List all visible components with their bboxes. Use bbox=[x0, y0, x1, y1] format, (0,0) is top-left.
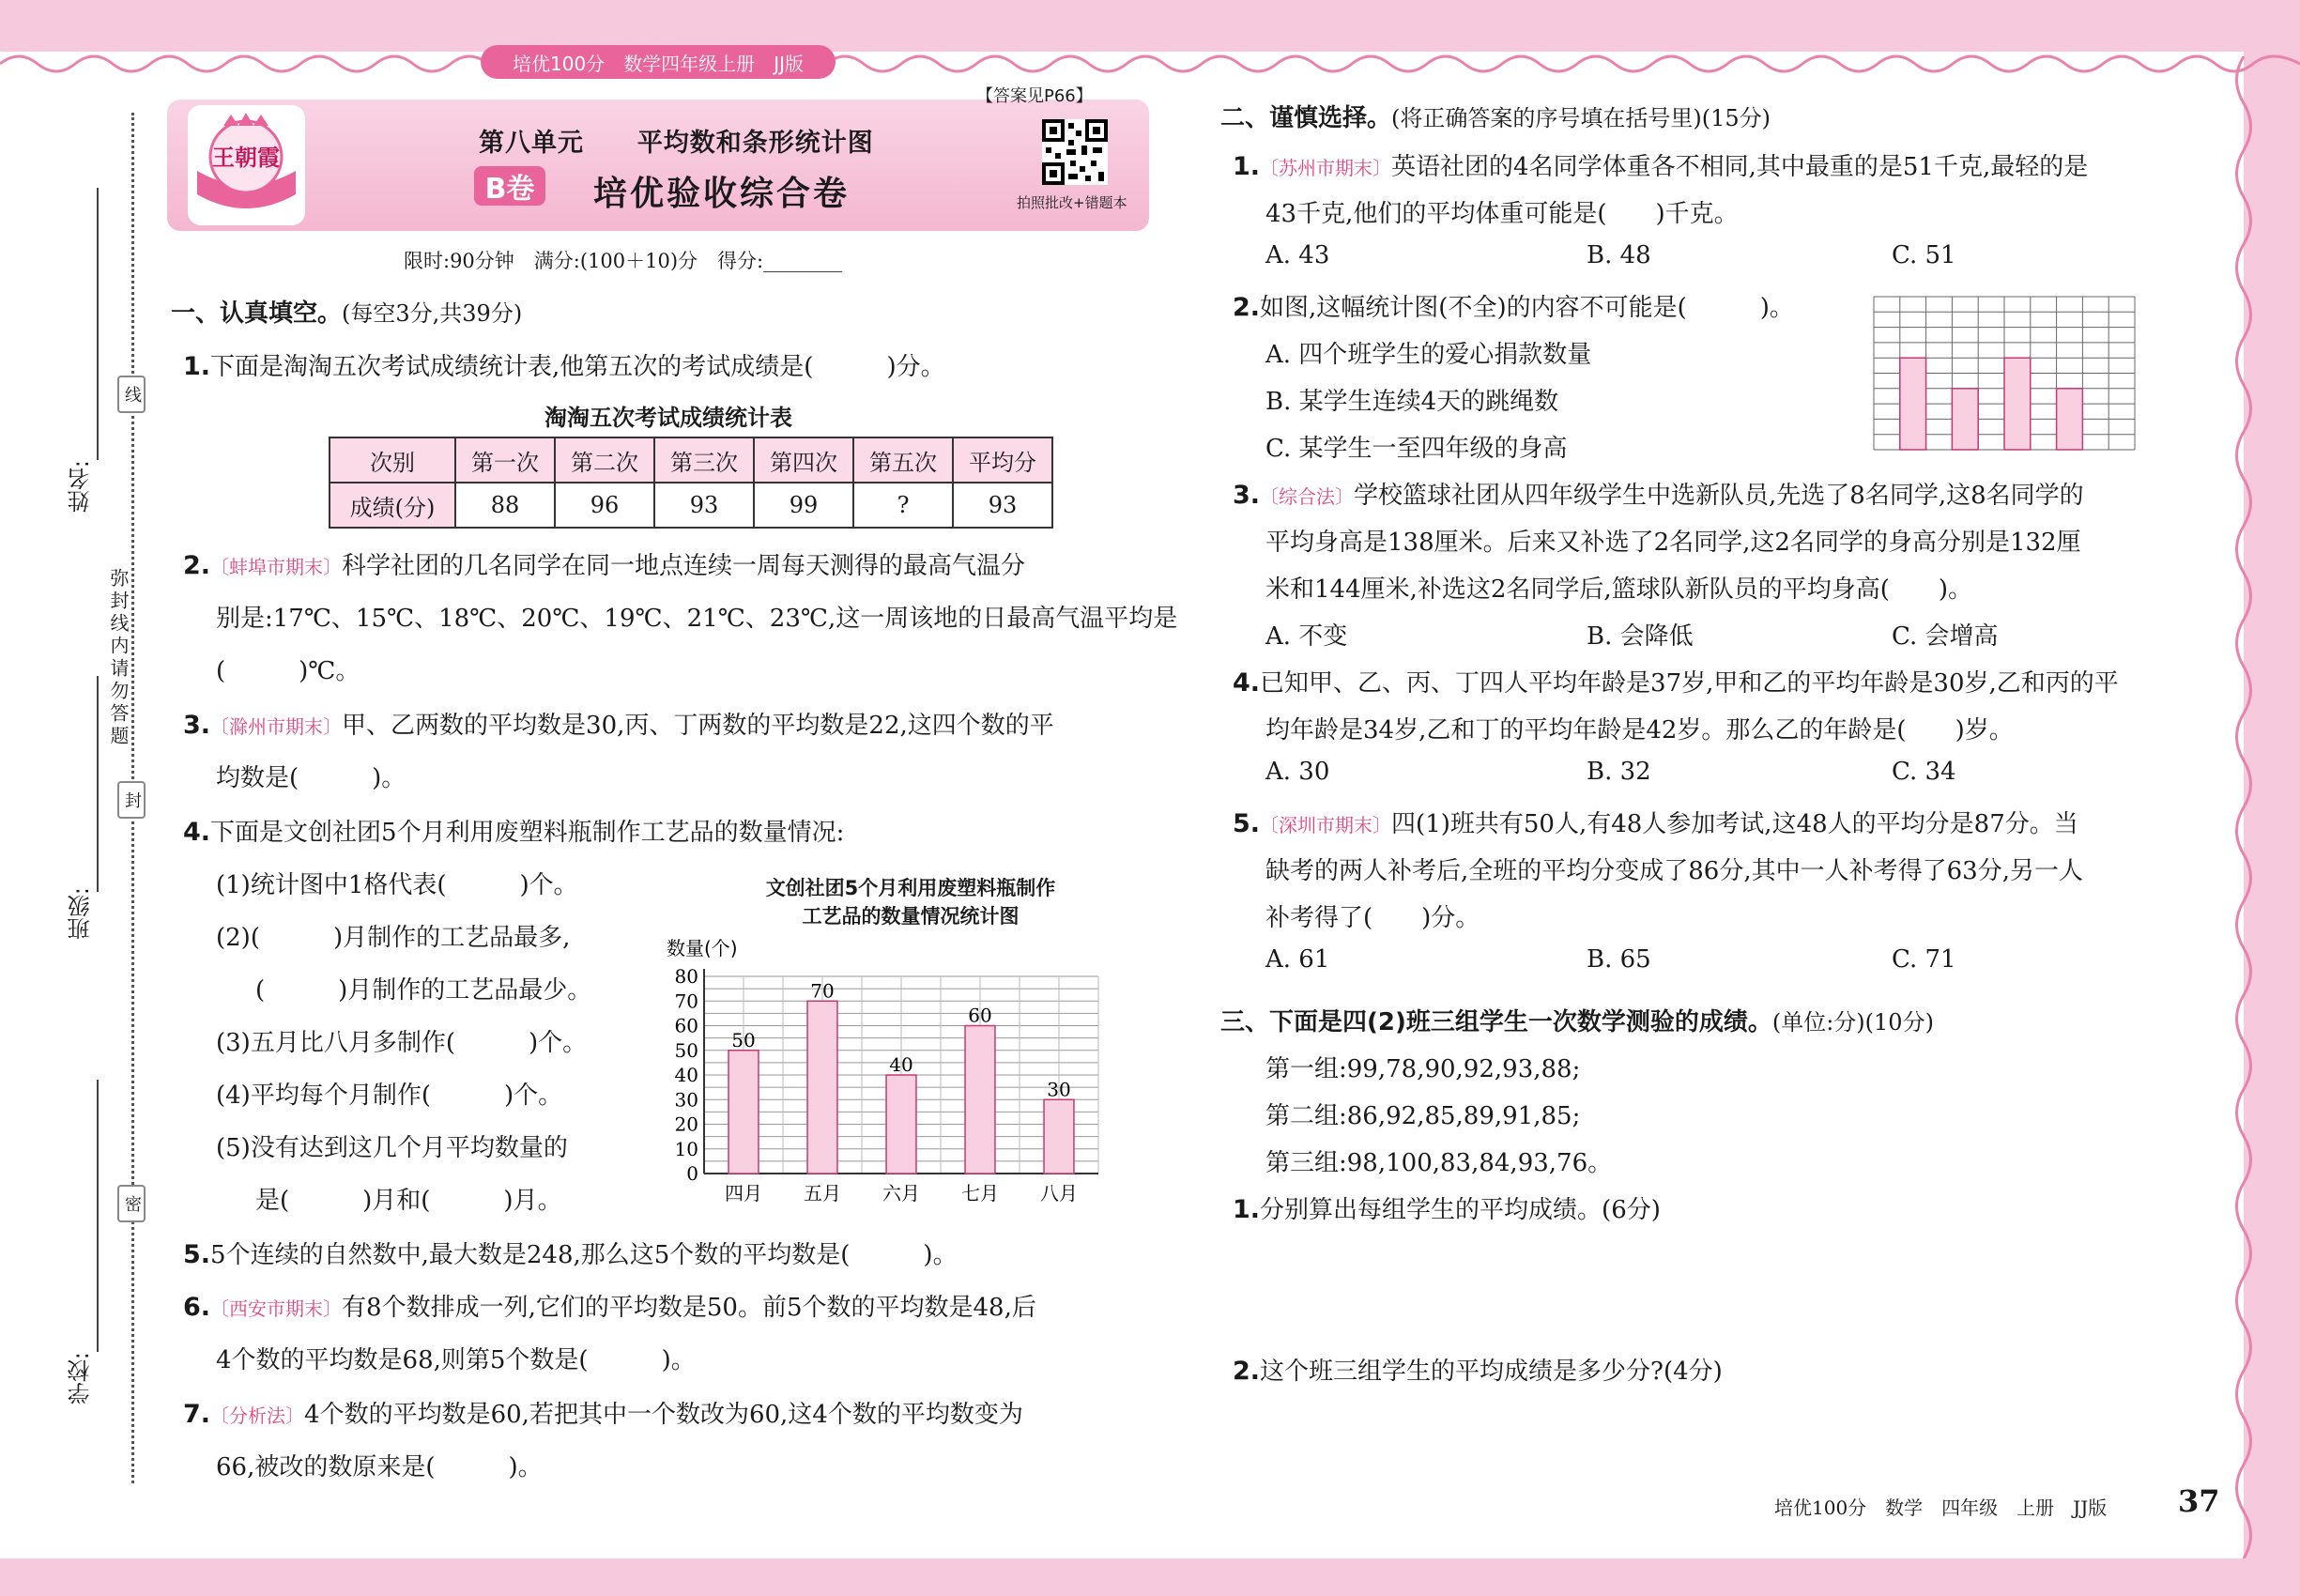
s1-q6-number: 6. bbox=[183, 1293, 211, 1322]
chart-y-tick-label: 60 bbox=[674, 1014, 698, 1037]
exam-title: 培优验收综合卷 bbox=[593, 175, 851, 213]
chart-y-tick-label: 80 bbox=[674, 965, 698, 988]
section1-title bbox=[171, 294, 522, 329]
s1-q4-sub2b: ( )月制作的工艺品最少。 bbox=[255, 976, 592, 1005]
s2-q1-text: 英语社团的4名同学体重各不相同,其中最重的是51千克,最轻的是 bbox=[1391, 153, 2089, 181]
s1-q5-text: 5个连续的自然数中,最大数是248,那么这5个数的平均数是( )。 bbox=[210, 1241, 958, 1269]
chart-y-tick-label: 50 bbox=[674, 1038, 698, 1062]
chart-y-tick-label: 20 bbox=[674, 1113, 698, 1136]
s2-q1-tag: 〔苏州市期末〕 bbox=[1260, 157, 1392, 179]
chart-y-tick-label: 10 bbox=[674, 1137, 698, 1160]
s2-q3-tag: 〔综合法〕 bbox=[1260, 485, 1355, 508]
s1-q6-tag: 〔西安市期末〕 bbox=[210, 1297, 343, 1320]
s2-q4-text: 已知甲、乙、丙、丁四人平均年龄是37岁,甲和乙的平均年龄是30岁,乙和丙的平 bbox=[1260, 669, 2119, 698]
s1-q1-text: 下面是淘淘五次考试成绩统计表,他第五次的考试成绩是( )分。 bbox=[210, 353, 945, 381]
section2-title bbox=[1220, 99, 1771, 133]
s1-q3-number: 3. bbox=[183, 711, 211, 740]
s2-q3-option-b: B. 会降低 bbox=[1587, 622, 1694, 651]
s2-q3-line3: 米和144厘米,补选这2名同学后,篮球队新队员的平均身高( )。 bbox=[1265, 575, 1972, 604]
section2-heading: 二、谨慎选择。 bbox=[1220, 104, 1392, 132]
seal-mark-line: 线 bbox=[117, 376, 146, 413]
top-wave-border bbox=[0, 38, 2300, 75]
s1-q3-line2: 均数是( )。 bbox=[216, 764, 406, 792]
chart-y-axis-label: 数量(个) bbox=[667, 937, 738, 959]
s1-q2-line2: 别是:17℃、15℃、18℃、20℃、19℃、21℃、23℃,这一周该地的日最高气温平均是 bbox=[216, 605, 1178, 633]
chart-y-tick-label: 40 bbox=[674, 1064, 698, 1086]
chart-data-label: 30 bbox=[1047, 1078, 1071, 1101]
s2-q5-text: 四(1)班共有50人,有48人参加考试,这48人的平均分是87分。当 bbox=[1391, 810, 2078, 838]
right-wave-border bbox=[2220, 56, 2286, 1558]
s2-q2-number: 2. bbox=[1233, 293, 1261, 322]
s2-q5-option-b: B. 65 bbox=[1587, 945, 1651, 974]
chart-x-tick-label: 七月 bbox=[961, 1182, 999, 1205]
table-cell: 第二次 bbox=[555, 437, 654, 483]
table-cell: 96 bbox=[555, 483, 654, 528]
s2-q1-option-a: A. 43 bbox=[1265, 241, 1330, 269]
chart-title-line1: 文创社团5个月利用废塑料瓶制作 bbox=[765, 877, 1056, 899]
s2-q1-number: 1. bbox=[1233, 152, 1261, 181]
s1-q7-tag: 〔分析法〕 bbox=[210, 1404, 305, 1427]
qr-caption: 拍照批改+错题本 bbox=[1017, 194, 1127, 211]
s3-q1-text: 分别算出每组学生的平均成绩。(6分) bbox=[1260, 1196, 1661, 1224]
table-cell: 88 bbox=[455, 483, 555, 528]
s2-q1-line2: 43千克,他们的平均体重可能是( )千克。 bbox=[1265, 200, 1739, 228]
s3-q1 bbox=[1233, 1190, 1661, 1225]
s2-q3-number: 3. bbox=[1233, 481, 1261, 510]
s1-q4-sub1: (1)统计图中1格代表( )个。 bbox=[216, 871, 578, 899]
section3-points: (单位:分)(10分) bbox=[1771, 1009, 1934, 1036]
score-table-title: 淘淘五次考试成绩统计表 bbox=[544, 405, 792, 431]
s2-q2-option-c: C. 某学生一至四年级的身高 bbox=[1265, 435, 1568, 463]
s1-q2-tag: 〔蚌埠市期末〕 bbox=[210, 556, 343, 578]
s2-q5-number: 5. bbox=[1233, 809, 1261, 838]
section3-title bbox=[1220, 1003, 1934, 1037]
group2-scores: 第二组:86,92,85,89,91,85; bbox=[1265, 1102, 1581, 1130]
s1-q4-sub3: (3)五月比八月多制作( )个。 bbox=[216, 1029, 588, 1057]
chart-x-tick-label: 八月 bbox=[1040, 1182, 1078, 1205]
name-label: 姓名: bbox=[68, 460, 94, 514]
section3-heading: 三、下面是四(2)班三组学生一次数学测验的成绩。 bbox=[1220, 1008, 1772, 1036]
seal-notice: 弥封线内请勿答题 bbox=[107, 568, 130, 748]
s2-q5-tag: 〔深圳市期末〕 bbox=[1260, 814, 1392, 836]
group3-scores: 第三组:98,100,83,84,93,76。 bbox=[1265, 1149, 1613, 1177]
chart-data-label: 70 bbox=[810, 979, 835, 1003]
s1-q7-line1 bbox=[183, 1395, 1023, 1430]
s2-q4-option-c: C. 34 bbox=[1892, 758, 1956, 786]
series-badge bbox=[481, 45, 836, 79]
seal-mark-seal: 封 bbox=[117, 781, 146, 819]
logo-text: 王朝霞 bbox=[212, 145, 280, 171]
s1-q6-line1 bbox=[183, 1288, 1036, 1323]
section2-points: (将正确答案的序号填在括号里)(15分) bbox=[1391, 105, 1771, 131]
chart-title bbox=[657, 873, 1164, 929]
s2-q2-option-b: B. 某学生连续4天的跳绳数 bbox=[1265, 388, 1559, 416]
grid-chart-bar-3 bbox=[2057, 389, 2083, 450]
time-score-limits: 限时:90分钟 满分:(100＋10)分 得分:________ bbox=[404, 250, 843, 272]
incomplete-bar-chart bbox=[1873, 296, 2136, 451]
section1-points: (每空3分,共39分) bbox=[342, 300, 523, 327]
s2-q1-line1 bbox=[1233, 147, 2088, 182]
unit-number: 第八单元 bbox=[479, 129, 584, 158]
table-cell: 第五次 bbox=[853, 437, 953, 483]
s2-q4-line1 bbox=[1233, 664, 2119, 698]
s2-q1-option-c: C. 51 bbox=[1892, 241, 1956, 269]
s1-q3-line1 bbox=[183, 706, 1054, 741]
s2-q5-line2: 缺考的两人补考后,全班的平均分变成了86分,其中一人补考得了63分,另一人 bbox=[1265, 857, 2083, 885]
answer-reference: 【答案见P66】 bbox=[976, 86, 1093, 106]
chart-x-tick-label: 五月 bbox=[804, 1182, 841, 1205]
table-cell: 次别 bbox=[330, 437, 455, 483]
s1-q2-line1 bbox=[183, 546, 1025, 581]
s3-q2-number: 2. bbox=[1233, 1357, 1261, 1386]
s1-q7-line2: 66,被改的数原来是( )。 bbox=[216, 1453, 543, 1481]
chart-bar-2 bbox=[886, 1075, 916, 1174]
score-table-row bbox=[330, 483, 1052, 528]
chart-data-label: 60 bbox=[968, 1004, 992, 1027]
s2-q2 bbox=[1233, 288, 1794, 323]
s2-q4-number: 4. bbox=[1233, 668, 1261, 698]
table-cell: 平均分 bbox=[953, 437, 1052, 483]
s1-q4-sub2: (2)( )月制作的工艺品最多, bbox=[216, 924, 571, 952]
s1-q2-number: 2. bbox=[183, 551, 211, 580]
page-footer: 培优100分 数学 四年级 上册 JJ版 bbox=[1774, 1496, 2108, 1519]
s2-q4-option-a: A. 30 bbox=[1265, 758, 1330, 786]
volume-badge: B卷 bbox=[474, 166, 545, 206]
badge-brand: 培优100分 bbox=[513, 52, 606, 75]
table-cell: 93 bbox=[654, 483, 754, 528]
s1-q2-text: 科学社团的几名同学在同一地点连续一周每天测得的最高气温分 bbox=[342, 552, 1026, 580]
s2-q3-option-a: A. 不变 bbox=[1265, 622, 1348, 651]
table-cell: 第三次 bbox=[654, 437, 754, 483]
s1-q2-line3: ( )℃。 bbox=[216, 657, 360, 685]
s1-q3-text: 甲、乙两数的平均数是30,丙、丁两数的平均数是22,这四个数的平 bbox=[342, 712, 1054, 740]
s2-q4-option-b: B. 32 bbox=[1587, 758, 1651, 786]
production-bar-chart bbox=[657, 934, 1127, 1206]
s1-q5-number: 5. bbox=[183, 1240, 211, 1269]
s2-q3-text: 学校篮球社团从四年级学生中选新队员,先选了8名同学,这8名同学的 bbox=[1354, 482, 2084, 510]
school-label: 学校: bbox=[68, 1352, 94, 1405]
seal-mark-secret: 密 bbox=[117, 1185, 146, 1222]
chart-data-label: 50 bbox=[731, 1028, 756, 1051]
table-cell: 99 bbox=[754, 483, 853, 528]
badge-subject: 数学四年级上册 bbox=[623, 52, 756, 75]
page-number: 37 bbox=[2178, 1483, 2220, 1519]
table-cell: 成绩(分) bbox=[330, 483, 455, 528]
table-cell: 第一次 bbox=[455, 437, 555, 483]
s3-q2 bbox=[1233, 1352, 1723, 1387]
s2-q3-line1 bbox=[1233, 476, 2084, 511]
unit-topic: 平均数和条形统计图 bbox=[636, 129, 874, 158]
score-table-header-row bbox=[330, 437, 1052, 483]
s1-q4 bbox=[183, 813, 844, 848]
s1-q4-sub5b: 是( )月和( )月。 bbox=[255, 1187, 562, 1215]
chart-bar-1 bbox=[807, 1001, 837, 1174]
s2-q4-line2: 均年龄是34岁,乙和丁的平均年龄是42岁。那么乙的年龄是( )岁。 bbox=[1265, 716, 2014, 744]
group1-scores: 第一组:99,78,90,92,93,88; bbox=[1265, 1055, 1581, 1083]
s2-q3-line2: 平均身高是138厘米。后来又补选了2名同学,这2名同学的身高分别是132厘 bbox=[1265, 529, 2081, 557]
chart-x-tick-label: 六月 bbox=[882, 1182, 920, 1205]
s1-q4-text: 下面是文创社团5个月利用废塑料瓶制作工艺品的数量情况: bbox=[210, 819, 845, 847]
chart-data-label: 40 bbox=[889, 1053, 913, 1076]
section1-heading: 一、认真填空。 bbox=[171, 299, 343, 328]
chart-y-tick-label: 0 bbox=[686, 1162, 698, 1185]
chart-x-tick-label: 四月 bbox=[725, 1182, 762, 1205]
score-table bbox=[329, 437, 1053, 529]
s2-q5-line1 bbox=[1233, 805, 2078, 839]
chart-y-tick-label: 70 bbox=[674, 990, 698, 1013]
s2-q2-option-a: A. 四个班学生的爱心捐款数量 bbox=[1265, 341, 1592, 369]
school-underline bbox=[97, 1080, 99, 1352]
s3-q2-text: 这个班三组学生的平均成绩是多少分?(4分) bbox=[1260, 1358, 1723, 1386]
s1-q4-number: 4. bbox=[183, 818, 211, 847]
s3-q1-number: 1. bbox=[1233, 1195, 1261, 1224]
chart-y-tick-label: 30 bbox=[674, 1088, 698, 1112]
class-label: 班级: bbox=[68, 887, 94, 941]
unit-title bbox=[479, 122, 874, 159]
s1-q6-text: 有8个数排成一列,它们的平均数是50。前5个数的平均数是48,后 bbox=[342, 1294, 1036, 1322]
s2-q3-option-c: C. 会增高 bbox=[1892, 622, 1999, 651]
class-underline bbox=[97, 676, 99, 892]
grid-chart-bar-0 bbox=[1900, 358, 1926, 450]
chart-bar-4 bbox=[1044, 1099, 1074, 1174]
s2-q5-option-c: C. 71 bbox=[1892, 945, 1956, 974]
s1-q4-sub4: (4)平均每个月制作( )个。 bbox=[216, 1082, 563, 1110]
s1-q6-line2: 4个数的平均数是68,则第5个数是( )。 bbox=[216, 1346, 696, 1374]
s1-q1 bbox=[183, 347, 945, 382]
s2-q2-text: 如图,这幅统计图(不全)的内容不可能是( )。 bbox=[1260, 294, 1794, 322]
s1-q1-number: 1. bbox=[183, 352, 211, 381]
grid-chart-bar-2 bbox=[2004, 358, 2031, 450]
badge-edition: JJ版 bbox=[774, 52, 804, 75]
table-cell: ? bbox=[853, 483, 953, 528]
s2-q1-option-b: B. 48 bbox=[1587, 241, 1651, 269]
s2-q5-option-a: A. 61 bbox=[1265, 945, 1330, 974]
chart-bar-3 bbox=[965, 1026, 995, 1174]
s1-q7-text: 4个数的平均数是60,若把其中一个数改为60,这4个数的平均数变为 bbox=[304, 1401, 1023, 1429]
s2-q5-line3: 补考得了( )分。 bbox=[1265, 904, 1480, 932]
s1-q4-sub5: (5)没有达到这几个月平均数量的 bbox=[216, 1134, 568, 1162]
s1-q7-number: 7. bbox=[183, 1400, 211, 1429]
brand-logo bbox=[188, 105, 305, 225]
table-cell: 第四次 bbox=[754, 437, 853, 483]
name-underline bbox=[97, 188, 99, 460]
qr-code[interactable] bbox=[1042, 119, 1108, 185]
chart-bar-0 bbox=[728, 1051, 759, 1174]
chart-title-line2: 工艺品的数量情况统计图 bbox=[802, 905, 1020, 928]
grid-chart-bar-1 bbox=[1952, 389, 1978, 450]
s1-q3-tag: 〔滁州市期末〕 bbox=[210, 715, 343, 738]
s1-q5 bbox=[183, 1235, 958, 1270]
table-cell: 93 bbox=[953, 483, 1052, 528]
